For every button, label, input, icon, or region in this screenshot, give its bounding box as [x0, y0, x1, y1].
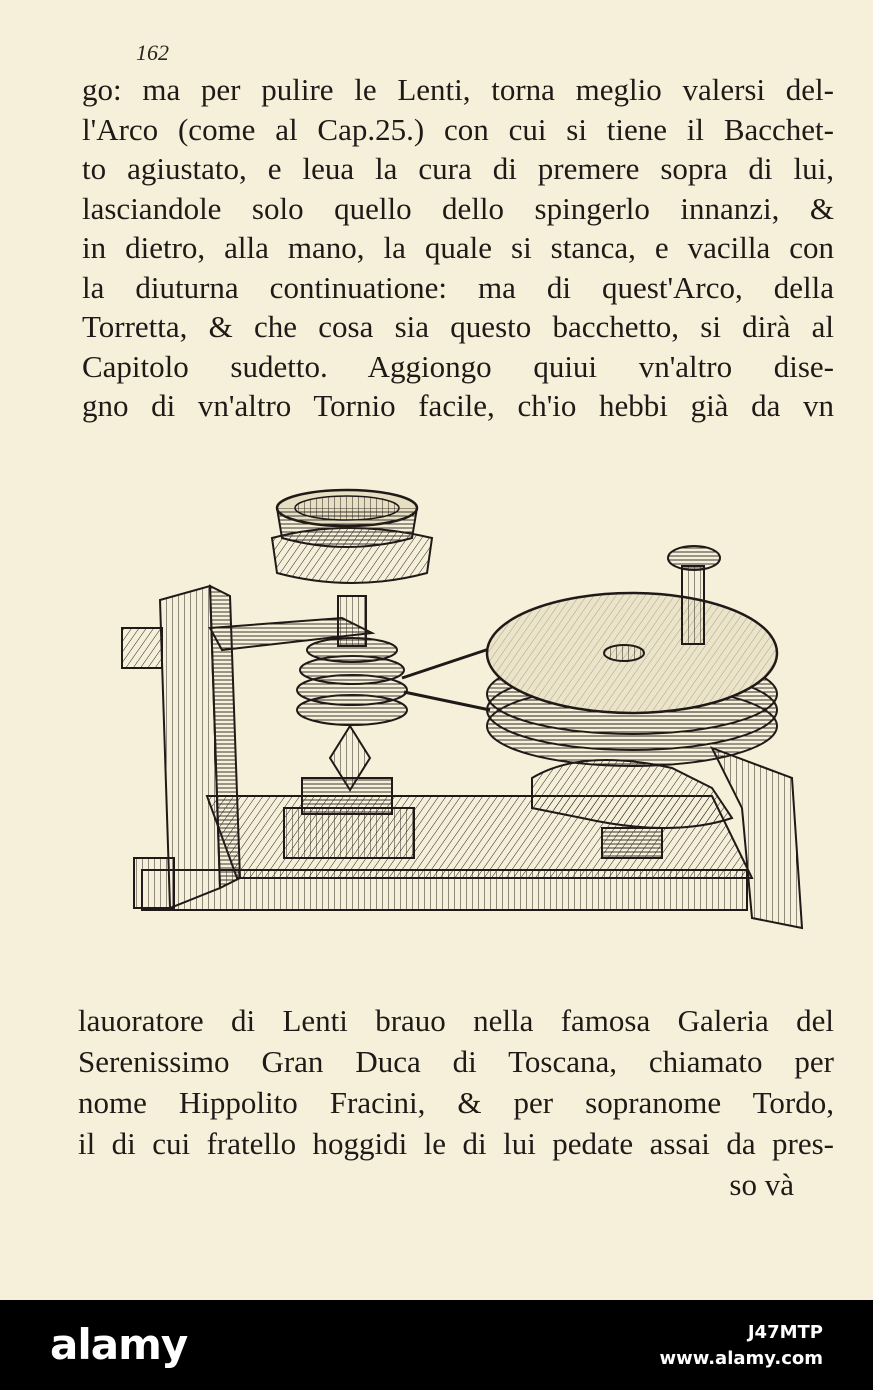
- text-line: la diuturna continuatione: ma di quest'Arco, della: [82, 269, 834, 305]
- top-paragraph: [82, 70, 834, 426]
- spindle-pulley: [297, 596, 407, 725]
- text-line: so và: [729, 1167, 794, 1202]
- text-line: Torretta, & che cosa sia questo bacchetto, si dirà al: [82, 309, 834, 344]
- site-url: www.alamy.com: [659, 1348, 823, 1369]
- lens-bowl: [272, 490, 432, 583]
- image-id: J47MTP: [747, 1322, 823, 1343]
- spindle-pedestal: [284, 726, 414, 858]
- watermark-footer: [0, 1300, 873, 1390]
- text-line: to agiustato, e leua la cura di premere sopra di lui,: [82, 151, 834, 186]
- text-line: lasciandole solo quello dello spingerlo innanzi, &: [82, 190, 834, 226]
- text-line: Serenissimo Gran Duca di Toscana, chiamato per: [78, 1044, 834, 1079]
- text-line: nome Hippolito Fracini, & per sopranome Tordo,: [78, 1085, 834, 1120]
- text-line: il di cui fratello hoggidi le di lui pedate assai da pres-: [78, 1126, 834, 1161]
- text-line: in dietro, alla mano, la quale si stanca, e vacilla con: [82, 230, 834, 265]
- brand-logo: alamy: [50, 1320, 188, 1369]
- text-line: gno di vn'altro Tornio facile, ch'io hebbi già da vn: [82, 388, 834, 423]
- drive-belt: [402, 648, 492, 710]
- bottom-paragraph: [78, 1000, 834, 1205]
- page-number: 162: [136, 40, 169, 65]
- flywheel: [487, 593, 777, 766]
- text-line: go: ma per pulire le Lenti, torna meglio valersi del-: [82, 72, 834, 107]
- text-line: l'Arco (come al Cap.25.) con cui si tiene il Bacchet-: [82, 111, 834, 147]
- text-line: Capitolo sudetto. Aggiongo quiui vn'altro dise-: [82, 348, 834, 384]
- lathe-woodcut: [112, 478, 812, 946]
- text-line: lauoratore di Lenti brauo nella famosa Galeria del: [78, 1003, 834, 1038]
- lathe-illustration: [112, 478, 812, 946]
